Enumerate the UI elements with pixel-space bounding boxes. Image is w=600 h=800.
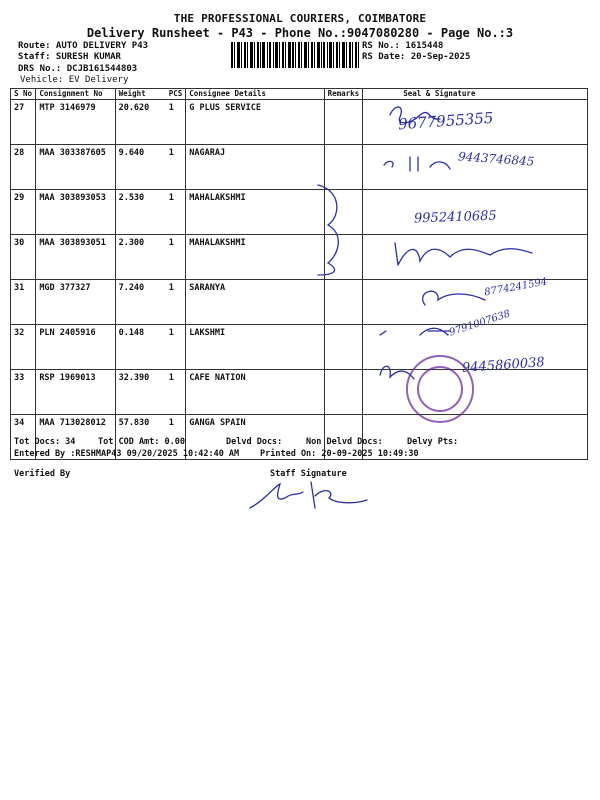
seal-stamp-icon: [395, 352, 485, 427]
cell-consignment: MAA 303387605: [36, 145, 115, 190]
route-label: Route: AUTO DELIVERY P43: [18, 41, 149, 51]
runsheet-title: Delivery Runsheet - P43 - Phone No.:9047080280 - Page No.:3: [86, 26, 514, 40]
rs-no: RS No.: 1615448: [362, 41, 444, 51]
cell-consignee: CAFE NATION: [186, 370, 324, 415]
tot-docs: Tot Docs: 34: [14, 437, 76, 447]
handwritten-phone-33: 9445860038: [461, 355, 546, 376]
handwritten-phone-29: 9952410685: [413, 208, 497, 227]
staff-signature-icon: [245, 478, 375, 513]
cell-pcs: 1: [166, 235, 186, 280]
cell-sno: 32: [11, 325, 36, 370]
col-seal-signature: Seal & Signature: [363, 89, 588, 100]
cell-weight: 0.148: [115, 325, 166, 370]
cell-consignee: LAKSHMI: [186, 325, 324, 370]
delvd-docs: Delvd Docs:: [226, 437, 283, 447]
staff-signature-label: Staff Signature: [270, 469, 347, 479]
cell-pcs: 1: [166, 370, 186, 415]
drs-label: DRS No.: DCJB161544803: [18, 64, 138, 74]
cell-consignment: MAA 303893051: [36, 235, 115, 280]
col-weight: Weight: [115, 89, 166, 100]
col-remarks: Remarks: [324, 89, 363, 100]
cell-consignment: PLN 2405916: [36, 325, 115, 370]
cell-pcs: 1: [166, 280, 186, 325]
cell-sno: 33: [11, 370, 36, 415]
printed-on: Printed On: 20-09-2025 10:49:30: [260, 449, 419, 459]
entered-by: Entered By :RESHMAP43 09/20/2025 10:42:40 AM: [14, 449, 240, 459]
cell-consignee: MAHALAKSHMI: [186, 235, 324, 280]
cell-consignment: MGD 377327: [36, 280, 115, 325]
handwritten-phone-28: 9443746845: [457, 149, 535, 169]
cell-weight: 2.530: [115, 190, 166, 235]
verified-by: Verified By: [14, 469, 71, 479]
cell-consignee: NAGARAJ: [186, 145, 324, 190]
cell-weight: 2.300: [115, 235, 166, 280]
col-consignment: Consignment No: [36, 89, 115, 100]
cell-weight: 57.830: [115, 415, 166, 460]
vehicle-label: Vehicle: EV Delivery: [20, 75, 129, 85]
cell-sno: 27: [11, 100, 36, 145]
col-consignee: Consignee Details: [186, 89, 324, 100]
cell-sno: 31: [11, 280, 36, 325]
rs-date: RS Date: 20-Sep-2025: [362, 52, 471, 62]
cell-consignee: SARANYA: [186, 280, 324, 325]
cell-pcs: 1: [166, 100, 186, 145]
cell-consignment: MTP 3146979: [36, 100, 115, 145]
cell-pcs: 1: [166, 325, 186, 370]
cell-sno: 30: [11, 235, 36, 280]
cell-weight: 20.620: [115, 100, 166, 145]
handwritten-phone-31: 8774241594: [483, 276, 549, 299]
cell-consignment: MAA 713028012: [36, 415, 115, 460]
company-title: THE PROFESSIONAL COURIERS, COIMBATORE: [173, 12, 427, 25]
cell-consignee: GANGA SPAIN: [186, 415, 324, 460]
non-delvd-docs: Non Delvd Docs:: [306, 437, 383, 447]
col-sno: S No: [11, 89, 36, 100]
cell-consignee: G PLUS SERVICE: [186, 100, 324, 145]
cell-weight: 7.240: [115, 280, 166, 325]
handwritten-phone-32: 9791007638: [447, 308, 512, 339]
staff-label: Staff: SURESH KUMAR: [18, 52, 121, 62]
delvy-pts: Delvy Pts:: [407, 437, 459, 447]
cell-sno: 28: [11, 145, 36, 190]
handwritten-phone-27: 9677955355: [397, 108, 494, 134]
cell-pcs: 1: [166, 190, 186, 235]
cell-sno: 34: [11, 415, 36, 460]
cell-consignment: RSP 1969013: [36, 370, 115, 415]
cell-weight: 32.390: [115, 370, 166, 415]
cell-consignee: MAHALAKSHMI: [186, 190, 324, 235]
barcode-icon: [231, 42, 359, 68]
cell-consignment: MAA 303893053: [36, 190, 115, 235]
cell-pcs: 1: [166, 145, 186, 190]
cell-pcs: 1: [166, 415, 186, 460]
col-pcs: PCS: [166, 89, 186, 100]
tot-cod-amt: Tot COD Amt: 0.00: [98, 437, 185, 447]
cell-sno: 29: [11, 190, 36, 235]
cell-weight: 9.640: [115, 145, 166, 190]
